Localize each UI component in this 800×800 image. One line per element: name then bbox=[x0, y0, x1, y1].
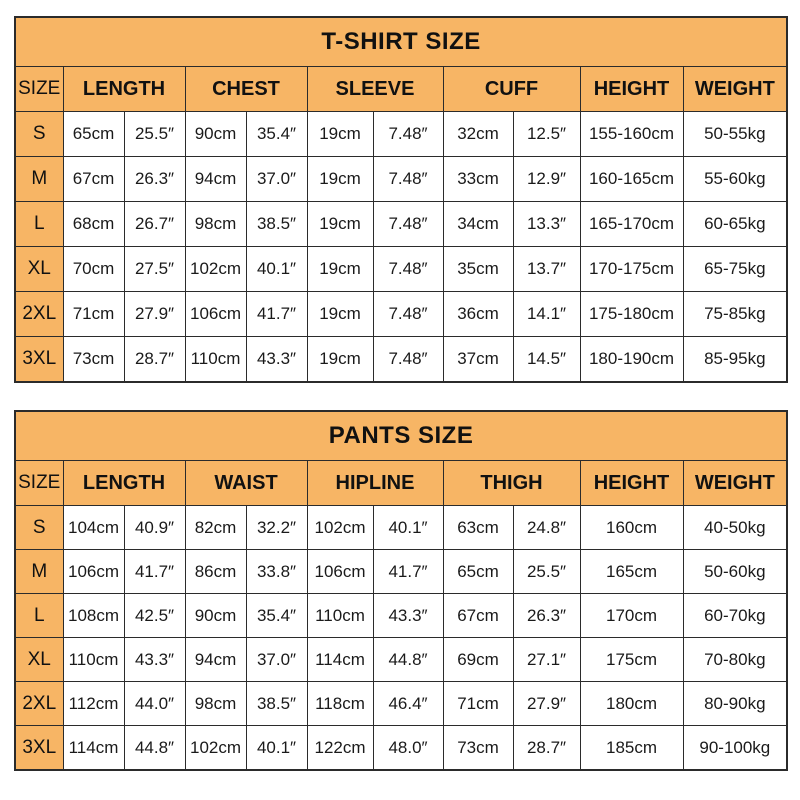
measurement-cell: 102cm bbox=[185, 726, 246, 771]
measurement-cell: 19cm bbox=[307, 157, 373, 202]
measurement-cell: 13.7″ bbox=[513, 247, 580, 292]
measurement-cell: 28.7″ bbox=[513, 726, 580, 771]
measurement-cell: 33.8″ bbox=[246, 550, 307, 594]
measurement-cell: 118cm bbox=[307, 682, 373, 726]
measurement-cell: 27.9″ bbox=[513, 682, 580, 726]
measurement-cell: 73cm bbox=[443, 726, 513, 771]
measurement-cell: 165-170cm bbox=[580, 202, 683, 247]
size-label: 3XL bbox=[15, 337, 63, 383]
measurement-cell: 42.5″ bbox=[124, 594, 185, 638]
measurement-cell: 71cm bbox=[443, 682, 513, 726]
measurement-cell: 106cm bbox=[63, 550, 124, 594]
cuff-column-header: CUFF bbox=[443, 67, 580, 112]
length-column-header: LENGTH bbox=[63, 67, 185, 112]
size-label: XL bbox=[15, 247, 63, 292]
measurement-cell: 46.4″ bbox=[373, 682, 443, 726]
weight-column-header: WEIGHT bbox=[683, 67, 787, 112]
measurement-cell: 32cm bbox=[443, 112, 513, 157]
measurement-cell: 70-80kg bbox=[683, 638, 787, 682]
measurement-cell: 102cm bbox=[185, 247, 246, 292]
size-label: S bbox=[15, 506, 63, 550]
measurement-cell: 155-160cm bbox=[580, 112, 683, 157]
measurement-cell: 165cm bbox=[580, 550, 683, 594]
waist-column-header: WAIST bbox=[185, 461, 307, 506]
measurement-cell: 7.48″ bbox=[373, 247, 443, 292]
measurement-cell: 35cm bbox=[443, 247, 513, 292]
measurement-cell: 170cm bbox=[580, 594, 683, 638]
measurement-cell: 67cm bbox=[443, 594, 513, 638]
measurement-cell: 19cm bbox=[307, 247, 373, 292]
measurement-cell: 180cm bbox=[580, 682, 683, 726]
measurement-cell: 7.48″ bbox=[373, 202, 443, 247]
measurement-cell: 19cm bbox=[307, 202, 373, 247]
tshirt-table-title: T-SHIRT SIZE bbox=[15, 17, 787, 67]
measurement-cell: 80-90kg bbox=[683, 682, 787, 726]
measurement-cell: 33cm bbox=[443, 157, 513, 202]
measurement-cell: 38.5″ bbox=[246, 202, 307, 247]
size-label: 2XL bbox=[15, 292, 63, 337]
measurement-cell: 65cm bbox=[443, 550, 513, 594]
measurement-cell: 41.7″ bbox=[373, 550, 443, 594]
measurement-cell: 65-75kg bbox=[683, 247, 787, 292]
measurement-cell: 12.5″ bbox=[513, 112, 580, 157]
size-row-m bbox=[15, 157, 787, 202]
size-label: L bbox=[15, 202, 63, 247]
length-column-header: LENGTH bbox=[63, 461, 185, 506]
measurement-cell: 67cm bbox=[63, 157, 124, 202]
measurement-cell: 160cm bbox=[580, 506, 683, 550]
measurement-cell: 26.3″ bbox=[124, 157, 185, 202]
size-row-3xl bbox=[15, 337, 787, 383]
measurement-cell: 110cm bbox=[307, 594, 373, 638]
measurement-cell: 50-55kg bbox=[683, 112, 787, 157]
size-column-header: SIZE bbox=[15, 67, 63, 112]
measurement-cell: 26.7″ bbox=[124, 202, 185, 247]
height-column-header: HEIGHT bbox=[580, 67, 683, 112]
weight-column-header: WEIGHT bbox=[683, 461, 787, 506]
measurement-cell: 185cm bbox=[580, 726, 683, 771]
measurement-cell: 44.8″ bbox=[124, 726, 185, 771]
measurement-cell: 43.3″ bbox=[246, 337, 307, 383]
size-row-xl bbox=[15, 638, 787, 682]
size-label: L bbox=[15, 594, 63, 638]
thigh-column-header: THIGH bbox=[443, 461, 580, 506]
size-row-3xl bbox=[15, 726, 787, 771]
measurement-cell: 102cm bbox=[307, 506, 373, 550]
measurement-cell: 44.0″ bbox=[124, 682, 185, 726]
measurement-cell: 114cm bbox=[63, 726, 124, 771]
measurement-cell: 180-190cm bbox=[580, 337, 683, 383]
measurement-cell: 48.0″ bbox=[373, 726, 443, 771]
measurement-cell: 90-100kg bbox=[683, 726, 787, 771]
measurement-cell: 26.3″ bbox=[513, 594, 580, 638]
hipline-column-header: HIPLINE bbox=[307, 461, 443, 506]
size-row-l bbox=[15, 202, 787, 247]
size-label: 3XL bbox=[15, 726, 63, 771]
measurement-cell: 41.7″ bbox=[246, 292, 307, 337]
pants-header-row bbox=[15, 461, 787, 506]
measurement-cell: 27.5″ bbox=[124, 247, 185, 292]
measurement-cell: 63cm bbox=[443, 506, 513, 550]
measurement-cell: 13.3″ bbox=[513, 202, 580, 247]
measurement-cell: 38.5″ bbox=[246, 682, 307, 726]
measurement-cell: 32.2″ bbox=[246, 506, 307, 550]
measurement-cell: 112cm bbox=[63, 682, 124, 726]
measurement-cell: 40.1″ bbox=[246, 726, 307, 771]
measurement-cell: 69cm bbox=[443, 638, 513, 682]
measurement-cell: 40.1″ bbox=[246, 247, 307, 292]
measurement-cell: 34cm bbox=[443, 202, 513, 247]
measurement-cell: 82cm bbox=[185, 506, 246, 550]
size-row-2xl bbox=[15, 682, 787, 726]
measurement-cell: 25.5″ bbox=[513, 550, 580, 594]
measurement-cell: 94cm bbox=[185, 638, 246, 682]
tshirt-size-table bbox=[14, 16, 788, 383]
measurement-cell: 14.5″ bbox=[513, 337, 580, 383]
measurement-cell: 19cm bbox=[307, 292, 373, 337]
measurement-cell: 175-180cm bbox=[580, 292, 683, 337]
measurement-cell: 37cm bbox=[443, 337, 513, 383]
measurement-cell: 94cm bbox=[185, 157, 246, 202]
measurement-cell: 19cm bbox=[307, 337, 373, 383]
measurement-cell: 110cm bbox=[185, 337, 246, 383]
measurement-cell: 71cm bbox=[63, 292, 124, 337]
measurement-cell: 65cm bbox=[63, 112, 124, 157]
measurement-cell: 12.9″ bbox=[513, 157, 580, 202]
size-label: S bbox=[15, 112, 63, 157]
measurement-cell: 98cm bbox=[185, 682, 246, 726]
height-column-header: HEIGHT bbox=[580, 461, 683, 506]
measurement-cell: 41.7″ bbox=[124, 550, 185, 594]
size-label: M bbox=[15, 157, 63, 202]
size-column-header: SIZE bbox=[15, 461, 63, 506]
size-row-s bbox=[15, 112, 787, 157]
pants-table-title: PANTS SIZE bbox=[15, 411, 787, 461]
measurement-cell: 73cm bbox=[63, 337, 124, 383]
size-row-xl bbox=[15, 247, 787, 292]
measurement-cell: 27.1″ bbox=[513, 638, 580, 682]
measurement-cell: 7.48″ bbox=[373, 157, 443, 202]
measurement-cell: 37.0″ bbox=[246, 638, 307, 682]
sleeve-column-header: SLEEVE bbox=[307, 67, 443, 112]
tshirt-header-row bbox=[15, 67, 787, 112]
measurement-cell: 170-175cm bbox=[580, 247, 683, 292]
size-row-m bbox=[15, 550, 787, 594]
chest-column-header: CHEST bbox=[185, 67, 307, 112]
measurement-cell: 90cm bbox=[185, 112, 246, 157]
size-row-s bbox=[15, 506, 787, 550]
measurement-cell: 35.4″ bbox=[246, 594, 307, 638]
measurement-cell: 24.8″ bbox=[513, 506, 580, 550]
measurement-cell: 37.0″ bbox=[246, 157, 307, 202]
measurement-cell: 35.4″ bbox=[246, 112, 307, 157]
measurement-cell: 122cm bbox=[307, 726, 373, 771]
measurement-cell: 40-50kg bbox=[683, 506, 787, 550]
measurement-cell: 28.7″ bbox=[124, 337, 185, 383]
measurement-cell: 114cm bbox=[307, 638, 373, 682]
measurement-cell: 36cm bbox=[443, 292, 513, 337]
pants-size-table bbox=[14, 410, 788, 771]
measurement-cell: 98cm bbox=[185, 202, 246, 247]
measurement-cell: 70cm bbox=[63, 247, 124, 292]
measurement-cell: 40.1″ bbox=[373, 506, 443, 550]
measurement-cell: 68cm bbox=[63, 202, 124, 247]
measurement-cell: 75-85kg bbox=[683, 292, 787, 337]
measurement-cell: 175cm bbox=[580, 638, 683, 682]
measurement-cell: 106cm bbox=[185, 292, 246, 337]
measurement-cell: 40.9″ bbox=[124, 506, 185, 550]
size-row-l bbox=[15, 594, 787, 638]
size-label: M bbox=[15, 550, 63, 594]
measurement-cell: 106cm bbox=[307, 550, 373, 594]
size-row-2xl bbox=[15, 292, 787, 337]
measurement-cell: 110cm bbox=[63, 638, 124, 682]
measurement-cell: 104cm bbox=[63, 506, 124, 550]
measurement-cell: 43.3″ bbox=[373, 594, 443, 638]
measurement-cell: 86cm bbox=[185, 550, 246, 594]
measurement-cell: 60-70kg bbox=[683, 594, 787, 638]
measurement-cell: 27.9″ bbox=[124, 292, 185, 337]
size-label: XL bbox=[15, 638, 63, 682]
measurement-cell: 7.48″ bbox=[373, 337, 443, 383]
measurement-cell: 85-95kg bbox=[683, 337, 787, 383]
measurement-cell: 19cm bbox=[307, 112, 373, 157]
measurement-cell: 7.48″ bbox=[373, 292, 443, 337]
measurement-cell: 43.3″ bbox=[124, 638, 185, 682]
measurement-cell: 14.1″ bbox=[513, 292, 580, 337]
measurement-cell: 160-165cm bbox=[580, 157, 683, 202]
measurement-cell: 7.48″ bbox=[373, 112, 443, 157]
measurement-cell: 60-65kg bbox=[683, 202, 787, 247]
measurement-cell: 44.8″ bbox=[373, 638, 443, 682]
measurement-cell: 108cm bbox=[63, 594, 124, 638]
measurement-cell: 50-60kg bbox=[683, 550, 787, 594]
measurement-cell: 90cm bbox=[185, 594, 246, 638]
size-label: 2XL bbox=[15, 682, 63, 726]
measurement-cell: 25.5″ bbox=[124, 112, 185, 157]
measurement-cell: 55-60kg bbox=[683, 157, 787, 202]
